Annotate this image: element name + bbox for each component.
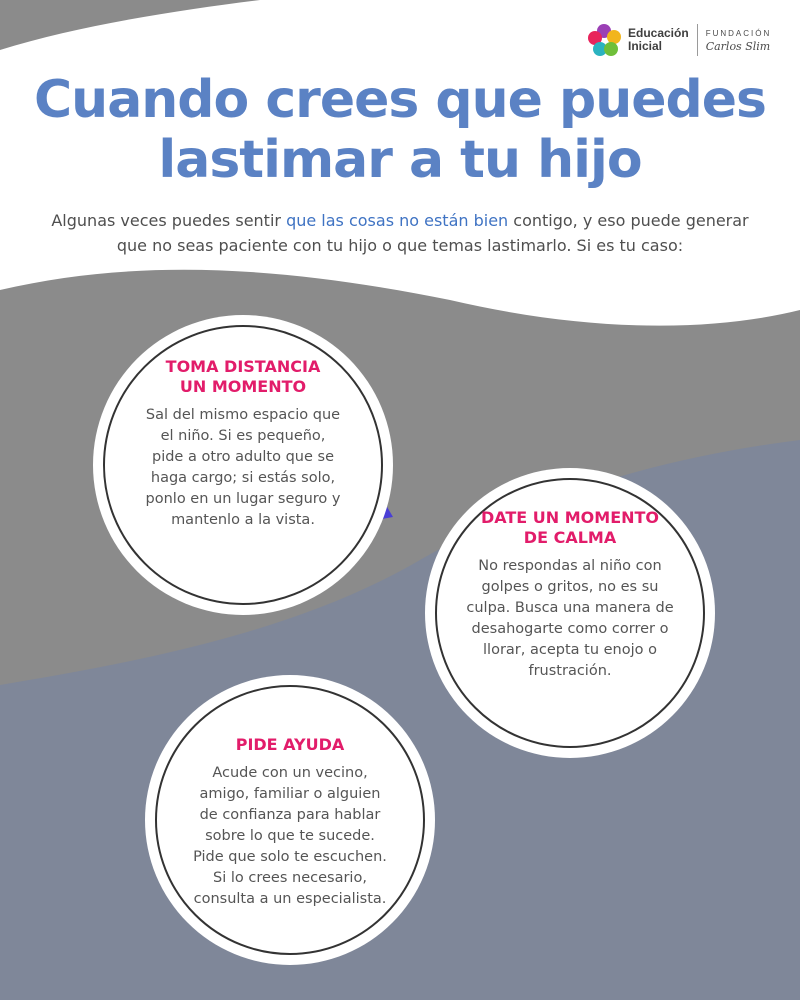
hands-logo-icon [584, 20, 624, 60]
tip-body: Acude con un vecino, amigo, familiar o alguien de confianza para hablar sobre lo que te sucede. Pide que solo te escuchen. Si lo crees necesario, consulta a un especialista. [193, 765, 387, 907]
tip-card-calm [425, 468, 715, 758]
tip-body: Sal del mismo espacio que el niño. Si es pequeño, pide a otro adulto que se haga cargo; si estás solo, ponlo en un lugar seguro y mantenlo a la vista. [145, 407, 341, 528]
foundation-name [706, 27, 772, 53]
tip-title-line-1: TOMA DISTANCIA [165, 357, 321, 376]
tip-card-content [93, 357, 393, 531]
tip-title-line-2: DE CALMA [523, 528, 617, 547]
tip-title-line-1: PIDE AYUDA [235, 735, 345, 754]
intro-before: Algunas veces puedes sentir [51, 211, 287, 230]
title-line-2: lastimar a tu hijo [158, 130, 642, 190]
intro-highlight: que las cosas no están bien [286, 211, 509, 230]
logo-divider [697, 24, 698, 56]
brand-line-1: Educación [628, 26, 689, 40]
tip-card-help [145, 675, 435, 965]
logo [584, 18, 774, 62]
tip-title-line-1: DATE UN MOMENTO [480, 508, 660, 527]
tip-card-distance [93, 315, 393, 615]
tip-card-content [425, 508, 715, 682]
brand-line-2: Inicial [628, 39, 663, 53]
tip-title [463, 508, 677, 548]
intro-text [40, 208, 760, 258]
brand-name [628, 27, 689, 53]
tip-body: No respondas al niño con golpes o gritos, no es su culpa. Busca una manera de desahogarte como correr o llorar, acepta tu enojo o frustración. [466, 558, 674, 679]
intro-after: contigo, y eso puede generar que no seas paciente con tu hijo o que temas lastimarlo. Si es tu caso: [116, 211, 749, 255]
page-title [0, 70, 800, 190]
foundation-line-1: FUNDACIÓN [705, 29, 772, 38]
tip-title [143, 357, 343, 397]
tip-card-content [145, 735, 435, 910]
tip-title-line-2: UN MOMENTO [179, 377, 307, 396]
tip-title [193, 735, 387, 755]
title-line-1: Cuando crees que puedes [34, 70, 766, 130]
foundation-line-2: Carlos Slim [705, 40, 771, 53]
